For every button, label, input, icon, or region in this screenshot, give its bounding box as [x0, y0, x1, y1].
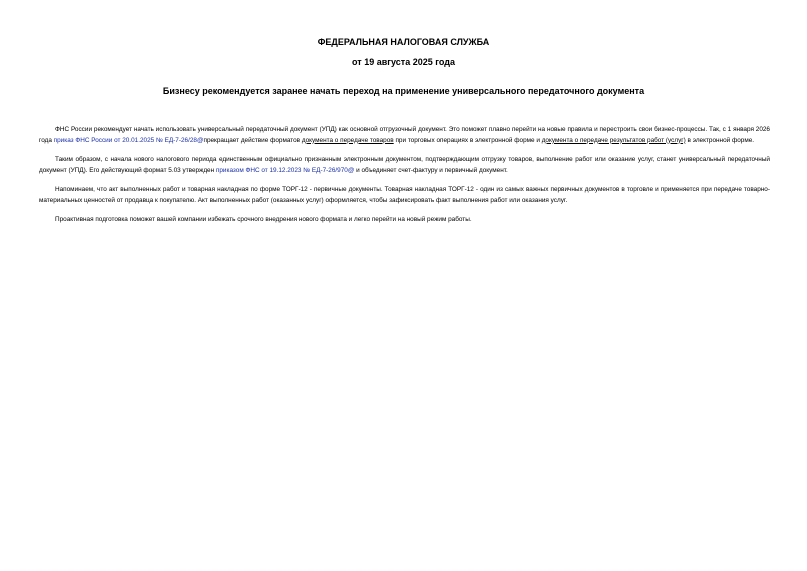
paragraph-1-text-2: прекращает действие форматов [203, 136, 302, 144]
document-body [39, 125, 770, 235]
paragraph-1-text-4: в электронной форме. [685, 136, 755, 144]
goods-transfer-document-link[interactable]: документа о передаче товаров [301, 136, 394, 144]
paragraph-2 [39, 155, 770, 176]
paragraph-2-text-2: и объединяет счет-фактуру и первичный документ. [354, 166, 508, 174]
order-link-ed-7-26-970[interactable]: приказом ФНС от 19.12.2023 № ЕД-7-26/970@ [215, 166, 355, 174]
paragraph-1-text-1: ФНС России рекомендует начать использовать универсальный передаточный документ (УПД) как основной отгрузочный документ. Это поможет плавно перейти на новые правила и перестроить свои бизнес-процессы. Так, с 1 января 2026 года [39, 126, 770, 144]
paragraph-3-text-1: Напоминаем, что акт выполненных работ и товарная накладная по форме ТОРГ-12 - первичные документы. Товарная накладная ТОРГ-12 - один из самых важных первичных документов в торговле и применяется при передаче товарно-материальных ценностей от продавца к покупателю. Акт выполненных работ (оказанных услуг) оформляется, чтобы зафиксировать факт выполнения работ или оказания услуг. [39, 186, 770, 204]
works-results-document-link[interactable]: документа о передаче результатов работ (услуг) [541, 136, 686, 144]
document-title: Бизнесу рекомендуется заранее начать переход на применение универсального передаточного документа [162, 86, 645, 96]
paragraph-4 [39, 215, 770, 226]
document-date: от 19 августа 2025 года [352, 57, 455, 67]
paragraph-4-text-1: Проактивная подготовка поможет вашей компании избежать срочного внедрения нового формата и легко перейти на новый режим работы. [55, 216, 472, 223]
paragraph-3 [39, 185, 770, 206]
agency-name: ФЕДЕРАЛЬНАЯ НАЛОГОВАЯ СЛУЖБА [317, 37, 490, 47]
paragraph-2-text-1: Таким образом, с начала нового налогового периода единственным официально признанным электронным документом, подтверждающим отгрузку товаров, выполнение работ или оказание услуг, станет универсальный передаточный документ (УПД). Его действующий формат 5.03 утвержден [39, 156, 770, 174]
paragraph-1 [39, 125, 770, 146]
order-link-ed-7-26-28[interactable]: приказ ФНС России от 20.01.2025 № ЕД-7-26/28@ [53, 136, 204, 144]
paragraph-1-text-3: при торговых операциях в электронной форме и [393, 136, 542, 144]
